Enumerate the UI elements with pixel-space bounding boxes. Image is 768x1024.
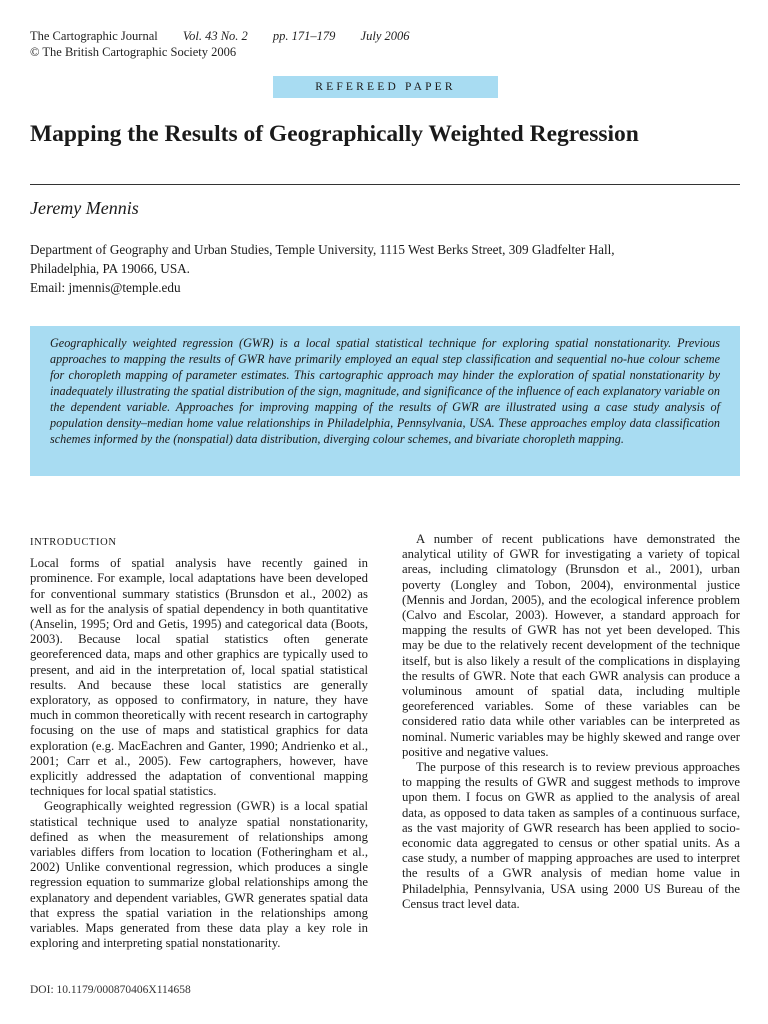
author-name: Jeremy Mennis [30, 198, 139, 218]
journal-name: The Cartographic Journal [30, 29, 158, 43]
section-heading-introduction: INTRODUCTION [30, 537, 117, 548]
abstract-box [30, 326, 740, 476]
left-column [30, 532, 368, 951]
refereed-paper-banner: REFEREED PAPER [273, 76, 498, 98]
doi-footer: DOI: 10.1179/000870406X114658 [30, 984, 191, 996]
paragraph: Local forms of spatial analysis have recently gained in prominence. For example, local adaptations have been developed for conventional summary statistics (Brunsdon et al., 2002) as well as for the analysis of spatial dependency in both quantitative (Anselin, 1995; Ord and Getis, 1995) and categorical data (Boots, 2003). Because local spatial statistics often generate georeferenced data, maps and other graphics are typically used to present, and aid in the interpretation of, local spatial statistical results. And because these local statistics are generally exploratory, as opposed to confirmatory, in nature, they have much in common theoretically with recent research in cartography focusing on the use of maps and statistical graphics for data exploration (e.g. MacEachren and Ganter, 1990; Andrienko et al., 2001; Carr et al., 2005). Few cartographers, however, have explicitly addressed the adaptation of conventional mapping techniques for local spatial statistics. [30, 556, 368, 799]
journal-header [30, 28, 432, 60]
affiliation-line-1: Department of Geography and Urban Studies, Temple University, 1115 West Berks Street, 309 Gladfelter Hall, [30, 242, 615, 257]
paragraph: Geographically weighted regression (GWR) is a local spatial statistical technique used to analyze spatial nonstationarity, defined as when the measurement of relationships among variables differs from location to location (Fotheringham et al., 2002) Unlike conventional regression, which produces a single regression equation to summarize global relationships among the explanatory and dependent variables, GWR generates spatial data that express the spatial variation in the relationships among variables. Maps generated from these data play a key role in exploring and interpreting spatial nonstationarity. [30, 799, 368, 951]
journal-volume: Vol. 43 No. 2 [182, 29, 248, 43]
journal-pages: pp. 171–179 [272, 29, 336, 43]
author-email: Email: jmennis@temple.edu [30, 280, 181, 295]
journal-citation-line [30, 28, 432, 44]
author-affiliation [30, 240, 750, 297]
paragraph: A number of recent publications have demonstrated the analytical utility of GWR for investigating a variety of topical areas, including climatology (Brunsdon et al., 2001), urban poverty (Longley and Tobon, 2004), environmental justice (Mennis and Jordan, 2005), and the ecological inference problem (Calvo and Escolar, 2003). However, a standard approach for mapping the results of GWR has not yet been developed. This may be due to the relatively recent development of the technique itself, but is also likely a result of the complications in displaying the results of GWR. Note that each GWR analysis can produce a voluminous amount of spatial data, including multiple georeferenced variables. Some of these variables can be considered ratio data while other variables can be interpreted as nominal. Numeric variables may be highly skewed and range over positive and negative values. [402, 532, 740, 759]
affiliation-line-2: Philadelphia, PA 19066, USA. [30, 261, 190, 276]
paragraph: The purpose of this research is to review previous approaches to mapping the results of GWR and suggest methods to improve upon them. I focus on GWR as applied to the analysis of areal data, as opposed to data taken as samples of a continuous surface, as the vast majority of GWR research has been applied to socio-economic data aggregated to census or other spatial units. As a case study, a number of mapping approaches are used to interpret the results of a GWR analysis of median home value in Philadelphia, Pennsylvania, USA using 2000 US Bureau of the Census tract level data. [402, 760, 740, 911]
abstract-text: Geographically weighted regression (GWR) is a local spatial statistical technique for exploring spatial nonstationarity. Previous approaches to mapping the results of GWR have primarily employed an equal step classification and sequential no-hue colour scheme for choropleth mapping of parameter estimates. This cartographic approach may hinder the exploration of spatial nonstationarity by inadequately illustrating the spatial distribution of the sign, magnitude, and significance of the influence of each explanatory variable on the dependent variable. Approaches for improving mapping of the results of GWR are illustrated using a case study analysis of population density–median home value relationships in Philadelphia, Pennsylvania, USA. These approaches employ data classification schemes informed by the (nonspatial) data distribution, diverging colour schemes, and bivariate choropleth mapping. [50, 336, 720, 446]
copyright-line: © The British Cartographic Society 2006 [30, 45, 237, 59]
title-divider [30, 184, 740, 185]
right-column [402, 532, 740, 912]
paper-title: Mapping the Results of Geographically Weighted Regression [30, 121, 639, 147]
journal-date: July 2006 [360, 29, 410, 43]
